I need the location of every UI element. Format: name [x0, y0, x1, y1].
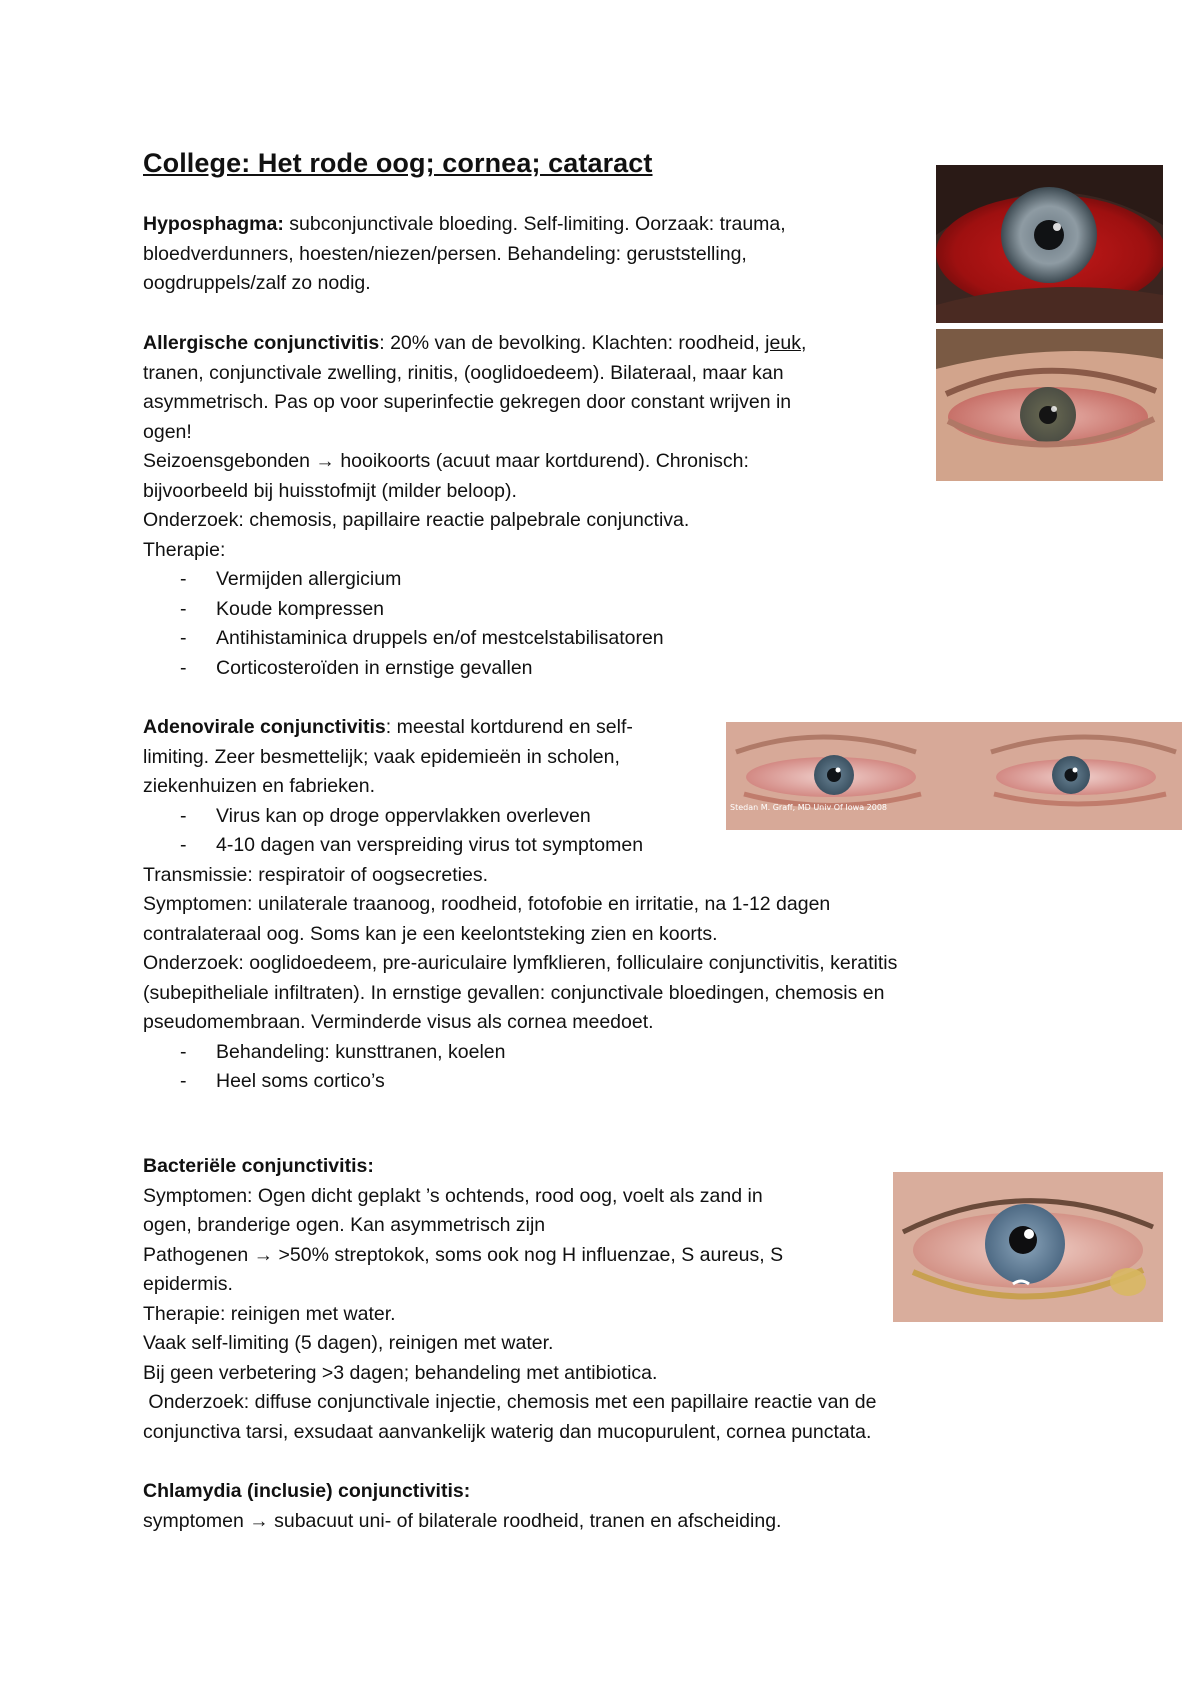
bact-line-10: conjunctiva tarsi, exsudaat aanvankelijk waterig dan mucopurulent, cornea punctata.: [143, 1420, 872, 1443]
allergisch-line-7: Onderzoek: chemosis, papillaire reactie palpebrale conjunctiva.: [143, 509, 690, 531]
bact-line-6: Therapie: reinigen met water.: [143, 1302, 396, 1325]
list-item: Antihistaminica druppels en/of mestcelstabilisatoren: [216, 627, 664, 649]
bullet-dash: -: [180, 834, 187, 856]
allergisch-line-3: asymmetrisch. Pas op voor superinfectie gekregen door constant wrijven in: [143, 391, 792, 413]
adeno-heading: Adenovirale conjunctivitis: [143, 716, 386, 738]
bact-line-1: Bacteriële conjunctivitis:: [143, 1155, 374, 1177]
photo-credit: Stedan M. Graff, MD Univ Of Iowa 2008: [730, 803, 887, 812]
hyposphagma-line-2: bloedverdunners, hoesten/niezen/persen. Behandeling: geruststelling,: [143, 242, 747, 265]
adeno-line-7: Onderzoek: ooglidoedeem, pre-auriculaire lymfklieren, folliculaire conjunctivitis, keratitis: [143, 952, 898, 974]
bullet-dash: -: [180, 656, 187, 679]
list-item: Virus kan op droge oppervlakken overleven: [216, 804, 591, 827]
bact-line-9: Onderzoek: diffuse conjunctivale injectie, chemosis met een papillaire reactie van de: [143, 1391, 877, 1413]
chlamydia-line-1: symptomen → subacuut uni- of bilaterale roodheid, tranen en afscheiding.: [143, 1509, 782, 1532]
adeno-line-6: contralateraal oog. Soms kan je een keelontsteking zien en koorts.: [143, 922, 718, 945]
adeno-line-3: ziekenhuizen en fabrieken.: [143, 775, 375, 797]
bullet-dash: -: [180, 597, 187, 620]
list-item: Vermijden allergicium: [216, 568, 402, 590]
adeno-line-4: Transmissie: respiratoir of oogsecreties.: [143, 863, 488, 886]
allergisch-line-6: bijvoorbeeld bij huisstofmijt (milder beloop).: [143, 479, 517, 502]
allergisch-line-1: Allergische conjunctivitis: 20% van de bevolking. Klachten: roodheid, jeuk,: [143, 332, 807, 354]
chlamydia-heading-line: [143, 1477, 470, 1507]
bullet-dash: -: [180, 568, 187, 590]
list-item: 4-10 dagen van verspreiding virus tot symptomen: [216, 834, 644, 856]
chlamydia-heading: Chlamydia (inclusie) conjunctivitis:: [143, 1480, 471, 1502]
allergisch-line-8: Therapie:: [143, 538, 226, 561]
hyposphagma-photo: [936, 165, 1163, 323]
bact-line-7: Vaak self-limiting (5 dagen), reinigen met water.: [143, 1332, 554, 1354]
bact-line-8: Bij geen verbetering >3 dagen; behandeling met antibiotica.: [143, 1361, 658, 1384]
adeno-line-1: Adenovirale conjunctivitis: meestal kortdurend en self-: [143, 716, 633, 738]
allergisch-line-5: Seizoensgebonden → hooikoorts (acuut maar kortdurend). Chronisch:: [143, 450, 749, 472]
bact-heading: Bacteriële conjunctivitis: [143, 1155, 368, 1177]
list-item: Behandeling: kunsttranen, koelen: [216, 1040, 506, 1063]
list-item: Corticosteroïden in ernstige gevallen: [216, 656, 533, 679]
bact-line-3: ogen, branderige ogen. Kan asymmetrisch zijn: [143, 1214, 546, 1236]
bullet-dash: -: [180, 804, 187, 827]
hyposphagma-line-1: Hyposphagma: subconjunctivale bloeding. Self-limiting. Oorzaak: trauma,: [143, 213, 786, 235]
allergisch-heading: Allergische conjunctivitis: [143, 332, 380, 354]
bullet-dash: -: [180, 1070, 187, 1092]
list-item: Koude kompressen: [216, 597, 385, 620]
bacterial-eye-photo: [893, 1172, 1163, 1322]
bact-line-2: Symptomen: Ogen dicht geplakt ’s ochtends, rood oog, voelt als zand in: [143, 1184, 763, 1207]
bact-line-4: Pathogenen → >50% streptokok, soms ook nog H influenzae, S aureus, S: [143, 1243, 784, 1266]
adeno-line-8: (subepitheliale infiltraten). In ernstige gevallen: conjunctivale bloedingen, chemosis en: [143, 981, 885, 1004]
adeno-line-5: Symptomen: unilaterale traanoog, roodheid, fotofobie en irritatie, na 1-12 dagen: [143, 893, 831, 915]
adenoviral-eyes-photo: [726, 722, 1182, 830]
bullet-dash: -: [180, 627, 187, 649]
hyposphagma-heading: Hyposphagma:: [143, 213, 284, 235]
adeno-line-2: limiting. Zeer besmettelijk; vaak epidemieën in scholen,: [143, 745, 620, 768]
adeno-line-9: pseudomembraan. Verminderde visus als cornea meedoet.: [143, 1011, 654, 1033]
hyposphagma-line-3: oogdruppels/zalf zo nodig.: [143, 272, 371, 294]
allergisch-line-4: ogen!: [143, 420, 192, 443]
bullet-dash: -: [180, 1040, 187, 1063]
bact-line-5: epidermis.: [143, 1273, 233, 1295]
page-title: College: Het rode oog; cornea; cataract: [143, 148, 653, 178]
allergic-eye-photo: [936, 329, 1163, 481]
allergisch-line-2: tranen, conjunctivale zwelling, rinitis, (ooglidoedeem). Bilateraal, maar kan: [143, 361, 784, 384]
list-item: Heel soms cortico’s: [216, 1070, 385, 1092]
